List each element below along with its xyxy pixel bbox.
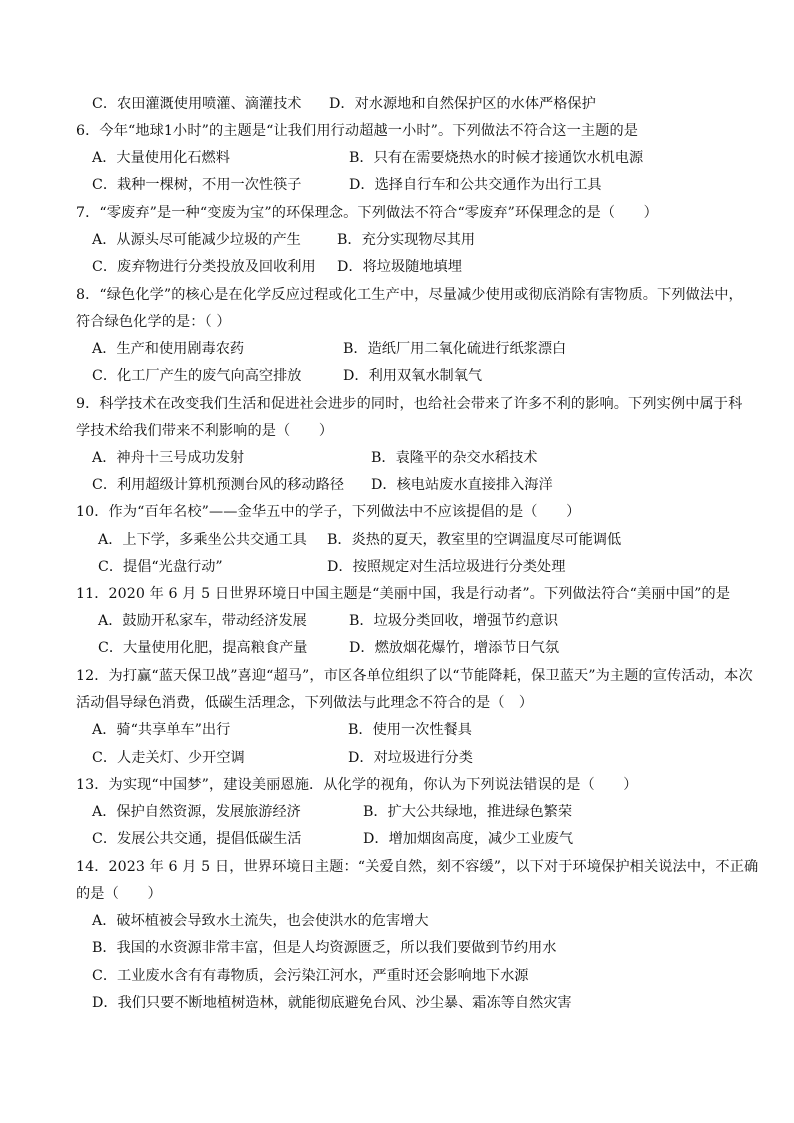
q14-stem-line2: 的是（ ） <box>76 886 162 902</box>
q12-stem-line2: 活动倡导绿色消费，低碳生活理念，下列做法与此理念不符合的是（ ） <box>76 695 534 711</box>
q14-option-d: D．我们只要不断地植树造林，就能彻底避免台风、沙尘暴、霜冻等自然灾害 <box>92 995 572 1011</box>
q10-option-a: A．上下学，多乘坐公共交通工具 <box>98 532 307 548</box>
q11-option-b: B．垃圾分类回收，增强节约意识 <box>349 613 559 629</box>
q11-option-a: A．鼓励开私家车，带动经济发展 <box>98 613 307 629</box>
q8-option-d: D．利用双氧水制氧气 <box>343 368 483 384</box>
q7-option-b: B．充分实现物尽其用 <box>337 232 476 248</box>
q14-option-a: A．破坏植被会导致水土流失，也会使洪水的危害增大 <box>92 913 429 929</box>
q8-option-c: C．化工厂产生的废气向高空排放 <box>92 368 302 384</box>
q7-option-a: A．从源头尽可能减少垃圾的产生 <box>92 232 301 248</box>
q7-stem: 7．“零废弃”是一种“变废为宝”的环保理念。下列做法不符合“零废弃”环保理念的是（ ） <box>76 205 658 221</box>
q11-option-d: D．燃放烟花爆竹，增添节日气氛 <box>349 640 560 656</box>
q8-option-a: A．生产和使用剧毒农药 <box>92 341 245 357</box>
q9-option-a: A．神舟十三号成功发射 <box>92 450 245 466</box>
q9-option-d: D．核电站废水直接排入海洋 <box>371 477 553 493</box>
q13-stem: 13．为实现“中国梦”，建设美丽恩施．从化学的视角，你认为下列说法错误的是（ ） <box>76 777 638 793</box>
q10-option-d: D．按照规定对生活垃圾进行分类处理 <box>327 559 566 575</box>
q13-option-d: D．增加烟囱高度，减少工业废气 <box>363 831 574 847</box>
q10-option-b: B．炎热的夏天，教室里的空调温度尽可能调低 <box>327 532 622 548</box>
q12-option-d: D．对垃圾进行分类 <box>348 750 473 766</box>
q13-option-a: A．保护自然资源，发展旅游经济 <box>92 804 301 820</box>
q10-option-c: C．提倡“光盘行动” <box>98 559 223 575</box>
q14-stem-line1: 14．2023 年 6 月 5 日，世界环境日主题：“关爱自然，刻不容缓”，以下对于环境保护相关说法中，不正确 <box>76 859 759 875</box>
q8-option-b: B．造纸厂用二氧化硫进行纸浆漂白 <box>343 341 567 357</box>
q6-option-d: D．选择自行车和公共交通作为出行工具 <box>349 177 602 193</box>
q6-option-b: B．只有在需要烧热水的时候才接通饮水机电源 <box>349 150 644 166</box>
q6-option-c: C．栽种一棵树，不用一次性筷子 <box>92 177 302 193</box>
q7-option-d: D．将垃圾随地填埋 <box>337 259 462 275</box>
q6-option-a: A．大量使用化石燃料 <box>92 150 230 166</box>
q9-option-c: C．利用超级计算机预测台风的移动路径 <box>92 477 345 493</box>
q5-option-d: D．对水源地和自然保护区的水体严格保护 <box>329 96 596 112</box>
q12-option-a: A．骑“共享单车”出行 <box>92 722 231 738</box>
q14-option-c: C．工业废水含有有毒物质，会污染江河水，严重时还会影响地下水源 <box>92 968 529 984</box>
q12-option-c: C．人走关灯、少开空调 <box>92 750 245 766</box>
q12-option-b: B．使用一次性餐具 <box>348 722 472 738</box>
q14-option-b: B．我国的水资源非常丰富，但是人均资源匮乏，所以我们要做到节约用水 <box>92 940 557 956</box>
q11-stem: 11．2020 年 6 月 5 日世界环境日中国主题是“美丽中国，我是行动者”。下列做法符合“美丽中国”的是 <box>76 586 731 602</box>
q9-stem-line1: 9．科学技术在改变我们生活和促进社会进步的同时，也给社会带来了许多不利的影响。下列实例中属于科 <box>76 396 743 412</box>
q10-stem: 10．作为“百年名校”——金华五中的学子，下列做法中不应该提倡的是（ ） <box>76 504 581 520</box>
q13-option-b: B．扩大公共绿地，推进绿色繁荣 <box>363 804 573 820</box>
q13-option-c: C．发展公共交通，提倡低碳生活 <box>92 831 302 847</box>
q9-stem-line2: 学技术给我们带来不利影响的是（ ） <box>76 423 334 439</box>
q7-option-c: C．废弃物进行分类投放及回收利用 <box>92 259 316 275</box>
q11-option-c: C．大量使用化肥，提高粮食产量 <box>98 640 308 656</box>
q8-stem-line1: 8．“绿色化学”的核心是在化学反应过程或化工生产中，尽量减少使用或彻底消除有害物质。下列做法中， <box>76 287 743 303</box>
q6-stem: 6．今年“地球1小时”的主题是“让我们用行动超越一小时”。下列做法不符合这一主题的是 <box>76 123 639 139</box>
q9-option-b: B．袁隆平的杂交水稻技术 <box>371 450 538 466</box>
q8-stem-line2: 符合绿色化学的是：（ ） <box>76 314 231 330</box>
q12-stem-line1: 12．为打赢“蓝天保卫战”喜迎“超马”，市区各单位组织了以“节能降耗，保卫蓝天”为主题的宣传活动，本次 <box>76 668 753 684</box>
q5-option-c: C．农田灌溉使用喷灌、滴灌技术 <box>92 96 302 112</box>
